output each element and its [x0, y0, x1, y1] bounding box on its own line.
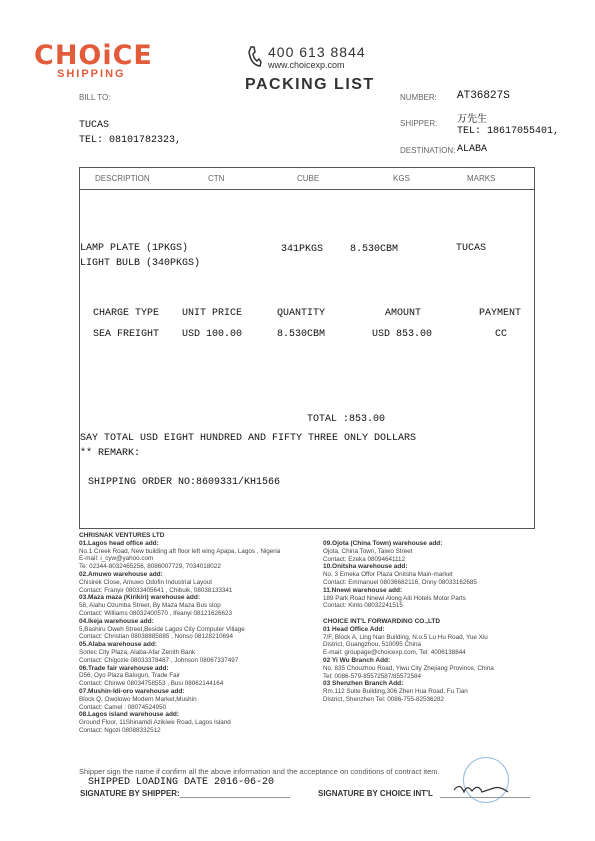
footer-left-addresses — [79, 532, 314, 735]
footer-line: No.1 Creek Road, New building aft floor left wing Apapa, Lagos , Nigeria — [79, 547, 281, 555]
footer-line: Rm.112 Suite Building,306 Zhen Hua Road, Fu Tian — [323, 688, 468, 696]
footer-line: Block Q, Owolowo Modern Market,Mushin — [79, 695, 197, 703]
bill-to-tel: TEL: 08101782323, — [79, 135, 182, 146]
footer-line: No. 3 Emeka Offor Plaza Onitsha Main-market — [323, 571, 453, 579]
signature-choice-label: SIGNATURE BY CHOICE INT'L — [318, 789, 433, 798]
goods-line-1: LAMP PLATE (1PKGS) — [80, 243, 189, 254]
footer-line: 58, Alahu Ozumba Street, By Maza Maza Bus stop — [79, 602, 221, 610]
shipping-order: SHIPPING ORDER NO:8609331/KH1566 — [88, 477, 281, 488]
footer-line: Contact: Chinwe 08034758553 , Busi 08062144164 — [79, 680, 224, 688]
remark: ** REMARK: — [80, 448, 141, 459]
footer-line: Contact: Kinto 08032241515 — [323, 602, 403, 610]
footer-line: Contact: Williams 08032400570 , Ifeanyi 08121626623 — [79, 609, 232, 617]
footer-line: 5,Bashiru Oweh Street,Beside Lagos City Computer Village — [79, 625, 245, 633]
charge-type: SEA FREIGHT — [93, 329, 160, 340]
footer-heading: CHRISNAK VENTURES LTD — [79, 532, 165, 539]
footer-line: Contact: Ezeka 08094641112 — [323, 555, 406, 563]
footer-heading: CHOICE INT'L FORWARDING CO.,LTD — [323, 617, 441, 625]
footer-heading: 02 Yi Wu Branch Add: — [323, 656, 391, 664]
footer-line: D56, Oyo Plaza Balogun, Trade Fair — [79, 672, 181, 680]
footer-line: 7/F, Block A, Ling Nan Building, N.o.5 Lu Hu Road, Yue Xiu — [323, 633, 488, 641]
footer-line: Te: 02344-8032465256, 8086007729, 7034018022 — [79, 563, 221, 571]
col-cube: CUBE — [297, 174, 320, 183]
shipper-label: SHIPPER: — [400, 119, 438, 128]
footer-line: Ground Floor, 11Shinamdi Azikiwe Road, Lagos Island — [79, 719, 231, 727]
goods-cube: 8.530CBM — [350, 244, 399, 255]
footer-heading: 11.Nnewi warehouse add: — [323, 586, 403, 594]
footer-line: Contact: Ngozi 08088332512 — [79, 726, 161, 734]
number-label: NUMBER: — [400, 93, 437, 102]
footer-line: Contact: Christian 08038885885 , Nonso 08128210694 — [79, 633, 234, 641]
charge-header-amount: AMOUNT — [385, 308, 422, 319]
col-ctn: CTN — [208, 174, 225, 183]
footer-heading: 04.Ikeja warehouse add: — [79, 617, 154, 625]
footer-line: Contact: Emmanuel 08036682116, Onny 08033162685 — [323, 578, 477, 586]
number-value: AT36827S — [457, 90, 510, 102]
footer-line: Ojota, China Town, Taiwo Street — [323, 547, 413, 555]
confirm-text: Shipper sign the name if confirm all the above information and the acceptance on conditions of contract item. — [79, 767, 440, 776]
footer-heading: 10.Onitsha warehouse add: — [323, 563, 408, 571]
shipped-loading-date: SHIPPED LOADING DATE 2016-06-20 — [88, 777, 275, 788]
charge-amount: USD 853.00 — [372, 329, 433, 340]
destination-label: DESTINATION: — [400, 146, 456, 155]
footer-heading: 07.Mushin-Idi-oro warehouse add: — [79, 687, 185, 695]
col-kgs: KGS — [393, 174, 410, 183]
footer-heading: 02.Amuwo warehouse add: — [79, 570, 163, 578]
footer-heading: 03 Shenzhen Branch Add: — [323, 680, 404, 688]
total: TOTAL :853.00 — [307, 414, 386, 425]
footer-line: E-mail: i_cyw@yahoo.com — [79, 555, 154, 563]
col-marks: MARKS — [467, 174, 496, 183]
footer-line: Contact: Franyir 08033405641 , Chibuik, 08038133341 — [79, 586, 233, 594]
footer-heading: 06.Trade fair warehouse add: — [79, 664, 169, 672]
footer-right-addresses — [323, 540, 538, 704]
document-title: PACKING LIST — [245, 76, 375, 93]
charge-quantity: 8.530CBM — [277, 329, 326, 340]
footer-line: District, Shenzhen Tel: 0086-755-82536282 — [323, 695, 445, 703]
charge-unit-price: USD 100.00 — [182, 329, 243, 340]
signature-shipper-line — [180, 797, 290, 798]
say-total: SAY TOTAL USD EIGHT HUNDRED AND FIFTY THREE ONLY DOLLARS — [80, 433, 417, 444]
website: www.choicexp.com — [268, 60, 345, 70]
footer-line: Chisirek Close, Amuwo Odofin Industrial Layout — [79, 578, 212, 586]
shipper-tel: TEL: 18617055401, — [457, 126, 560, 137]
bill-to-label: BILL TO: — [79, 93, 111, 102]
bill-to-name: TUCAS — [79, 120, 110, 131]
company-logo: CHOiCE — [34, 40, 153, 71]
footer-heading: 08.Lagos island warehouse add: — [79, 711, 180, 719]
goods-line-2: LIGHT BULB (340PKGS) — [80, 258, 201, 269]
handwritten-signature — [452, 780, 512, 798]
footer-line: Contact: Camel : 08074524950 — [79, 703, 167, 711]
footer-line: Sorlec City Plaza, Alaba-Afar Zenith Bank — [79, 648, 196, 656]
charge-payment: CC — [495, 329, 508, 340]
footer-line: District, Guangzhou, 510095 China — [323, 641, 422, 649]
footer-heading: 01 Head Office Add: — [323, 625, 385, 633]
header-divider — [79, 189, 535, 190]
footer-line: E-mail: groupage@choicexp.com, Tel: 4006138844 — [323, 649, 466, 657]
footer-line: No. 835 Chouzhou Road, Yiwu City Zhejiang Province, China — [323, 664, 494, 672]
col-description: DESCRIPTION — [95, 174, 150, 183]
footer-line: Tel: 0086-579-85572587/85572584 — [323, 672, 422, 680]
charge-header-quantity: QUANTITY — [277, 308, 326, 319]
phone-number: 400 613 8844 — [268, 44, 366, 60]
footer-heading: 05.Alaba warehouse add: — [79, 641, 158, 649]
charge-header-type: CHARGE TYPE — [93, 308, 160, 319]
footer-heading: 01.Lagos head office add: — [79, 539, 159, 547]
footer-heading: 03.Maza maza (Kirikiri) warehouse add: — [79, 594, 201, 602]
signature-shipper-label: SIGNATURE BY SHIPPER: — [80, 789, 180, 798]
footer-heading: 09.Ojota (China Town) warehouse add: — [323, 540, 443, 547]
footer-line: 189 Park Road Nnewi Along Aiti Hotels Motor Parts — [323, 594, 466, 602]
company-logo-subtitle: SHIPPING — [57, 68, 126, 80]
goods-marks: TUCAS — [456, 243, 487, 254]
phone-icon — [248, 46, 262, 68]
packing-list-box — [79, 167, 535, 529]
charge-header-payment: PAYMENT — [479, 308, 522, 319]
shipper-name: 万先生 — [457, 115, 487, 126]
destination-value: ALABA — [457, 144, 488, 155]
footer-line: Contact: Chigozie 08033378487 , Johnson 08067337497 — [79, 656, 239, 664]
goods-ctn: 341PKGS — [281, 244, 324, 255]
charge-header-unit-price: UNIT PRICE — [182, 308, 243, 319]
